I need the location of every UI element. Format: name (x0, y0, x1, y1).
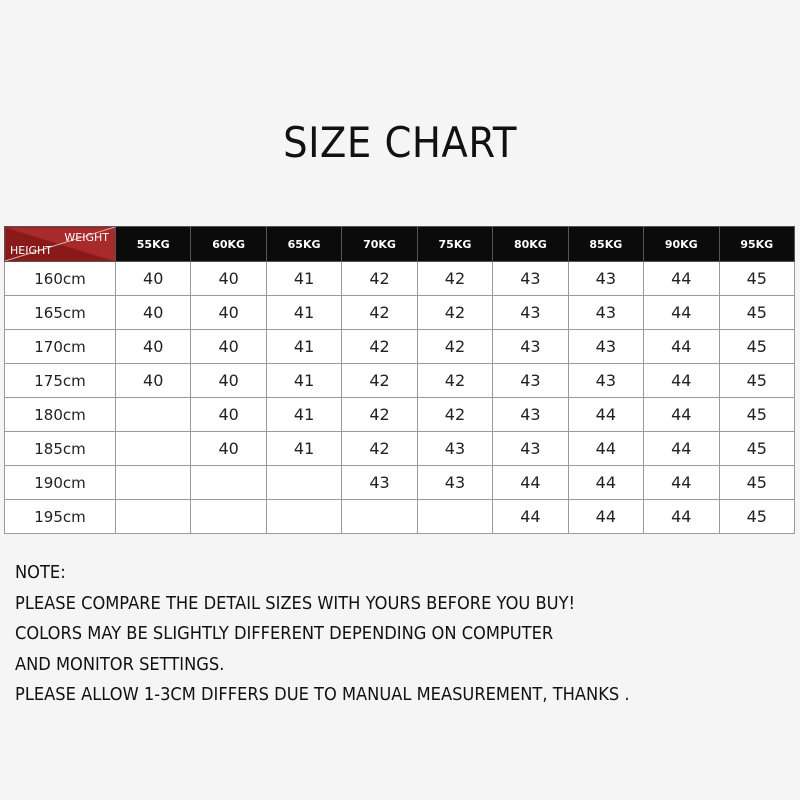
row-height-label: 170cm (5, 330, 116, 364)
row-height-label: 190cm (5, 466, 116, 500)
size-chart-table (4, 226, 795, 534)
size-cell: 43 (417, 466, 492, 500)
table-row (5, 262, 795, 296)
size-cell: 45 (719, 364, 795, 398)
note-line: AND MONITOR SETTINGS. (15, 654, 225, 675)
size-cell: 43 (568, 364, 643, 398)
size-cell: 41 (266, 364, 341, 398)
size-cell: 43 (493, 432, 568, 466)
column-header: 85KG (568, 227, 643, 262)
size-cell: 43 (417, 432, 492, 466)
size-cell: 44 (644, 500, 719, 534)
size-cell (191, 500, 266, 534)
size-cell: 40 (116, 364, 191, 398)
size-cell (417, 500, 492, 534)
size-cell: 42 (342, 364, 417, 398)
column-header: 60KG (191, 227, 266, 262)
size-cell: 42 (342, 296, 417, 330)
size-cell: 44 (568, 432, 643, 466)
size-cell: 40 (191, 330, 266, 364)
size-cell (266, 466, 341, 500)
note-heading: NOTE: (15, 563, 66, 583)
size-cell: 41 (266, 296, 341, 330)
size-cell: 44 (568, 466, 643, 500)
column-header: 65KG (266, 227, 341, 262)
table-row (5, 466, 795, 500)
size-cell: 43 (342, 466, 417, 500)
row-height-label: 175cm (5, 364, 116, 398)
size-cell: 44 (644, 466, 719, 500)
size-cell: 40 (191, 296, 266, 330)
corner-weight-label: WEIGHT (64, 231, 109, 244)
size-cell: 41 (266, 330, 341, 364)
size-cell: 40 (116, 330, 191, 364)
note-line: PLEASE COMPARE THE DETAIL SIZES WITH YOURS BEFORE YOU BUY! (15, 593, 576, 614)
size-cell: 42 (342, 330, 417, 364)
column-header: 70KG (342, 227, 417, 262)
size-cell: 44 (493, 466, 568, 500)
size-cell: 40 (191, 398, 266, 432)
size-cell: 40 (116, 262, 191, 296)
table-header-row (5, 227, 795, 262)
corner-height-label: HEIGHT (10, 244, 52, 257)
table-row (5, 296, 795, 330)
size-cell: 44 (644, 398, 719, 432)
size-cell: 45 (719, 330, 795, 364)
size-cell: 45 (719, 398, 795, 432)
size-cell: 40 (191, 432, 266, 466)
row-height-label: 165cm (5, 296, 116, 330)
table-row (5, 500, 795, 534)
size-cell: 45 (719, 432, 795, 466)
size-cell: 44 (644, 296, 719, 330)
size-cell (342, 500, 417, 534)
column-header: 90KG (644, 227, 719, 262)
size-cell (191, 466, 266, 500)
size-cell: 44 (568, 500, 643, 534)
size-cell: 42 (417, 262, 492, 296)
row-height-label: 185cm (5, 432, 116, 466)
column-header: 80KG (493, 227, 568, 262)
table-row (5, 398, 795, 432)
table-row (5, 364, 795, 398)
size-cell: 44 (568, 398, 643, 432)
size-cell: 43 (568, 262, 643, 296)
column-header: 75KG (417, 227, 492, 262)
size-cell: 41 (266, 262, 341, 296)
size-cell: 42 (342, 432, 417, 466)
size-cell: 43 (568, 296, 643, 330)
row-height-label: 195cm (5, 500, 116, 534)
table-row (5, 432, 795, 466)
size-cell: 45 (719, 466, 795, 500)
size-cell: 41 (266, 432, 341, 466)
table-row (5, 330, 795, 364)
size-cell: 42 (417, 296, 492, 330)
size-cell: 42 (417, 364, 492, 398)
size-cell: 45 (719, 262, 795, 296)
size-cell: 43 (493, 330, 568, 364)
size-cell: 43 (493, 296, 568, 330)
size-cell: 40 (191, 364, 266, 398)
size-cell: 42 (417, 398, 492, 432)
size-cell: 40 (191, 262, 266, 296)
size-cell: 44 (644, 330, 719, 364)
note-line: COLORS MAY BE SLIGHTLY DIFFERENT DEPENDING ON COMPUTER (15, 624, 554, 644)
size-cell (116, 432, 191, 466)
size-cell: 42 (342, 398, 417, 432)
size-cell: 43 (493, 364, 568, 398)
corner-header (5, 227, 116, 262)
column-header: 55KG (116, 227, 191, 262)
size-cell: 40 (116, 296, 191, 330)
size-cell: 45 (719, 500, 795, 534)
note-line: PLEASE ALLOW 1-3CM DIFFERS DUE TO MANUAL MEASUREMENT, THANKS . (15, 685, 630, 705)
size-cell: 44 (644, 432, 719, 466)
row-height-label: 160cm (5, 262, 116, 296)
size-cell: 44 (644, 262, 719, 296)
size-cell (266, 500, 341, 534)
size-cell: 44 (644, 364, 719, 398)
notes-section (15, 558, 731, 711)
size-cell: 42 (342, 262, 417, 296)
size-cell: 43 (493, 262, 568, 296)
row-height-label: 180cm (5, 398, 116, 432)
size-cell: 44 (493, 500, 568, 534)
size-cell (116, 466, 191, 500)
size-cell: 45 (719, 296, 795, 330)
column-header: 95KG (719, 227, 795, 262)
size-cell: 43 (568, 330, 643, 364)
size-cell (116, 398, 191, 432)
size-cell: 43 (493, 398, 568, 432)
size-cell: 42 (417, 330, 492, 364)
table-body (5, 262, 795, 534)
size-cell: 41 (266, 398, 341, 432)
size-cell (116, 500, 191, 534)
page-title: SIZE CHART (283, 118, 517, 167)
